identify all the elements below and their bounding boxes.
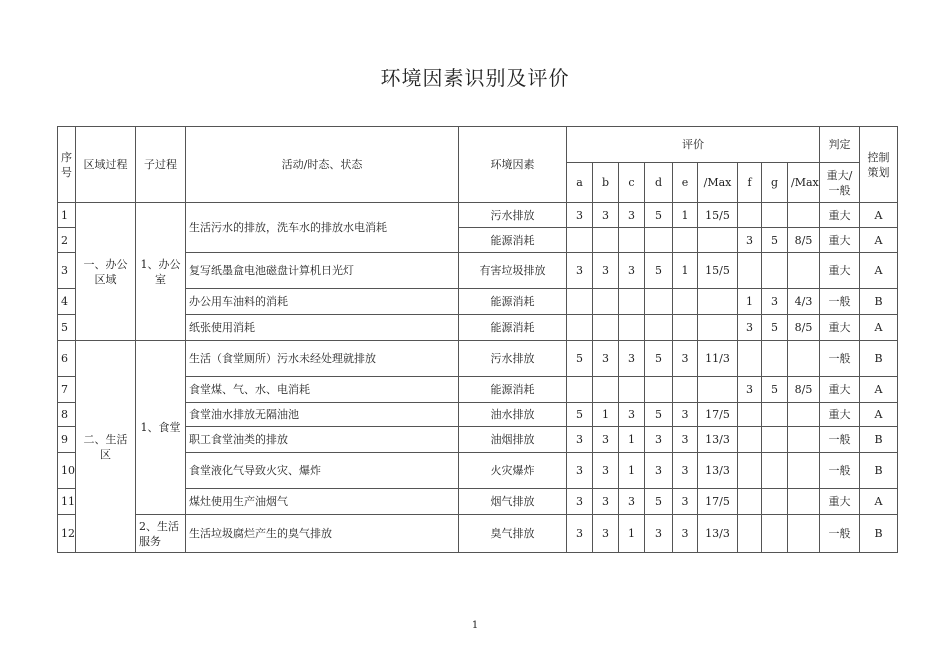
row-11-no: 11 <box>58 489 76 515</box>
row-12-g <box>762 515 788 553</box>
row-12-max-1: 13/3 <box>698 515 738 553</box>
row-5-g: 5 <box>762 315 788 341</box>
row-9-e: 3 <box>673 427 698 453</box>
row-10-c: 1 <box>619 453 645 489</box>
row-3-factor: 有害垃圾排放 <box>459 253 567 289</box>
row-6-c: 3 <box>619 341 645 377</box>
row-10-factor: 火灾爆炸 <box>459 453 567 489</box>
row-5-judgement: 重大 <box>820 315 860 341</box>
row-10-no: 10 <box>58 453 76 489</box>
header-c: c <box>619 163 645 203</box>
row-7-judgement: 重大 <box>820 377 860 403</box>
row-10-judgement: 一般 <box>820 453 860 489</box>
row-8-judgement: 重大 <box>820 403 860 427</box>
row-4-activity: 办公用车油料的消耗 <box>186 289 459 315</box>
row-9-f <box>738 427 762 453</box>
row-2-control: A <box>860 228 898 253</box>
row-1-d: 5 <box>645 203 673 228</box>
row-10-d: 3 <box>645 453 673 489</box>
row-3-max-2 <box>788 253 820 289</box>
row-2-d <box>645 228 673 253</box>
row-12-b: 3 <box>593 515 619 553</box>
row-1-factor: 污水排放 <box>459 203 567 228</box>
row-4-d <box>645 289 673 315</box>
header-subprocess: 子过程 <box>136 127 186 203</box>
row-3-d: 5 <box>645 253 673 289</box>
row-6-factor: 污水排放 <box>459 341 567 377</box>
row-12-activity: 生活垃圾腐烂产生的臭气排放 <box>186 515 459 553</box>
row-8-b: 1 <box>593 403 619 427</box>
row-6-control: B <box>860 341 898 377</box>
header-activity: 活动/时态、状态 <box>186 127 459 203</box>
row-3-g <box>762 253 788 289</box>
row-3-f <box>738 253 762 289</box>
row-5-activity: 纸张使用消耗 <box>186 315 459 341</box>
row-7-g: 5 <box>762 377 788 403</box>
header-max-2: /Max <box>788 163 820 203</box>
row-5-b <box>593 315 619 341</box>
row-6-max-2 <box>788 341 820 377</box>
row-11-control: A <box>860 489 898 515</box>
row-4-c <box>619 289 645 315</box>
row-6-activity: 生活（食堂厕所）污水未经处理就排放 <box>186 341 459 377</box>
row-9-no: 9 <box>58 427 76 453</box>
row-3-control: A <box>860 253 898 289</box>
header-judgement: 判定 <box>820 127 860 163</box>
row-7-control: A <box>860 377 898 403</box>
row-11-a: 3 <box>567 489 593 515</box>
header-max-1: /Max <box>698 163 738 203</box>
row-2-f: 3 <box>738 228 762 253</box>
area-living: 二、生活区 <box>76 341 136 553</box>
subprocess-canteen: 1、食堂 <box>136 341 186 515</box>
row-2-no: 2 <box>58 228 76 253</box>
row-10-b: 3 <box>593 453 619 489</box>
row-9-a: 3 <box>567 427 593 453</box>
row-5-c <box>619 315 645 341</box>
header-judgement-sub: 重大/一般 <box>820 163 860 203</box>
row-2-g: 5 <box>762 228 788 253</box>
row-5-control: A <box>860 315 898 341</box>
row-11-c: 3 <box>619 489 645 515</box>
row-4-e <box>673 289 698 315</box>
row-10-a: 3 <box>567 453 593 489</box>
row-2-b <box>593 228 619 253</box>
environmental-factor-table <box>57 126 898 553</box>
row-7-max-1 <box>698 377 738 403</box>
row-2-max-1 <box>698 228 738 253</box>
row-1-no: 1 <box>58 203 76 228</box>
row-12-factor: 臭气排放 <box>459 515 567 553</box>
row-7-f: 3 <box>738 377 762 403</box>
row-6-max-1: 11/3 <box>698 341 738 377</box>
row-6-b: 3 <box>593 341 619 377</box>
row-3-judgement: 重大 <box>820 253 860 289</box>
row-8-e: 3 <box>673 403 698 427</box>
row-5-factor: 能源消耗 <box>459 315 567 341</box>
row-10-control: B <box>860 453 898 489</box>
row-11-activity: 煤灶使用生产油烟气 <box>186 489 459 515</box>
row-8-max-1: 17/5 <box>698 403 738 427</box>
area-office: 一、办公区域 <box>76 203 136 341</box>
row-12-a: 3 <box>567 515 593 553</box>
row-9-activity: 职工食堂油类的排放 <box>186 427 459 453</box>
row-12-max-2 <box>788 515 820 553</box>
row-7-activity: 食堂煤、气、水、电消耗 <box>186 377 459 403</box>
row-4-max-2: 4/3 <box>788 289 820 315</box>
row-1-max-1: 15/5 <box>698 203 738 228</box>
row-9-max-2 <box>788 427 820 453</box>
subprocess-service: 2、生活服务 <box>136 515 186 553</box>
row-11-b: 3 <box>593 489 619 515</box>
row-12-d: 3 <box>645 515 673 553</box>
row-7-d <box>645 377 673 403</box>
header-b: b <box>593 163 619 203</box>
row-2-max-2: 8/5 <box>788 228 820 253</box>
row-8-activity: 食堂油水排放无隔油池 <box>186 403 459 427</box>
row-7-factor: 能源消耗 <box>459 377 567 403</box>
row-6-judgement: 一般 <box>820 341 860 377</box>
row-1-a: 3 <box>567 203 593 228</box>
row-1-f <box>738 203 762 228</box>
row-7-a <box>567 377 593 403</box>
row-1-c: 3 <box>619 203 645 228</box>
header-control: 控制策划 <box>860 127 898 203</box>
row-12-e: 3 <box>673 515 698 553</box>
row-8-c: 3 <box>619 403 645 427</box>
header-d: d <box>645 163 673 203</box>
row-9-judgement: 一般 <box>820 427 860 453</box>
row-4-factor: 能源消耗 <box>459 289 567 315</box>
row-1-g <box>762 203 788 228</box>
row-3-e: 1 <box>673 253 698 289</box>
row-10-activity: 食堂液化气导致火灾、爆炸 <box>186 453 459 489</box>
header-evaluation: 评价 <box>567 127 820 163</box>
row-1-b: 3 <box>593 203 619 228</box>
row-4-a <box>567 289 593 315</box>
row-11-d: 5 <box>645 489 673 515</box>
row-12-judgement: 一般 <box>820 515 860 553</box>
row-9-max-1: 13/3 <box>698 427 738 453</box>
row-10-e: 3 <box>673 453 698 489</box>
header-seq: 序号 <box>58 127 76 203</box>
row-11-f <box>738 489 762 515</box>
row-10-max-1: 13/3 <box>698 453 738 489</box>
row-2-c <box>619 228 645 253</box>
row-3-max-1: 15/5 <box>698 253 738 289</box>
row-2-judgement: 重大 <box>820 228 860 253</box>
row-3-a: 3 <box>567 253 593 289</box>
row-5-max-1 <box>698 315 738 341</box>
row-12-f <box>738 515 762 553</box>
row-5-d <box>645 315 673 341</box>
row-3-no: 3 <box>58 253 76 289</box>
row-6-a: 5 <box>567 341 593 377</box>
row-8-g <box>762 403 788 427</box>
row-9-b: 3 <box>593 427 619 453</box>
subprocess-office: 1、办公室 <box>136 203 186 341</box>
row-7-c <box>619 377 645 403</box>
row-11-max-2 <box>788 489 820 515</box>
header-a: a <box>567 163 593 203</box>
row-1-e: 1 <box>673 203 698 228</box>
document-title: 环境因素识别及评价 <box>380 66 570 90</box>
header-factor: 环境因素 <box>459 127 567 203</box>
row-3-c: 3 <box>619 253 645 289</box>
row-7-b <box>593 377 619 403</box>
row-8-a: 5 <box>567 403 593 427</box>
page-number: 1 <box>471 620 479 631</box>
row-1-max-2 <box>788 203 820 228</box>
row-6-no: 6 <box>58 341 76 377</box>
row-12-no: 12 <box>58 515 76 553</box>
row-4-no: 4 <box>58 289 76 315</box>
row-11-g <box>762 489 788 515</box>
row-3-activity: 复写纸墨盒电池磁盘计算机日光灯 <box>186 253 459 289</box>
row-10-max-2 <box>788 453 820 489</box>
row-8-f <box>738 403 762 427</box>
row-9-control: B <box>860 427 898 453</box>
row-8-control: A <box>860 403 898 427</box>
row-6-f <box>738 341 762 377</box>
row-7-no: 7 <box>58 377 76 403</box>
row-6-e: 3 <box>673 341 698 377</box>
row-1-judgement: 重大 <box>820 203 860 228</box>
row-8-factor: 油水排放 <box>459 403 567 427</box>
row-4-control: B <box>860 289 898 315</box>
row-11-judgement: 重大 <box>820 489 860 515</box>
row-4-g: 3 <box>762 289 788 315</box>
row-4-f: 1 <box>738 289 762 315</box>
row-3-b: 3 <box>593 253 619 289</box>
row-10-g <box>762 453 788 489</box>
header-g: g <box>762 163 788 203</box>
row-9-factor: 油烟排放 <box>459 427 567 453</box>
row-6-d: 5 <box>645 341 673 377</box>
row-7-e <box>673 377 698 403</box>
row-9-g <box>762 427 788 453</box>
row-1-activity: 生活污水的排放，洗车水的排放水电消耗 <box>186 203 459 253</box>
row-5-e <box>673 315 698 341</box>
row-7-max-2: 8/5 <box>788 377 820 403</box>
row-5-a <box>567 315 593 341</box>
row-9-c: 1 <box>619 427 645 453</box>
row-8-d: 5 <box>645 403 673 427</box>
row-5-max-2: 8/5 <box>788 315 820 341</box>
row-8-no: 8 <box>58 403 76 427</box>
row-2-a <box>567 228 593 253</box>
row-10-f <box>738 453 762 489</box>
row-4-max-1 <box>698 289 738 315</box>
row-2-factor: 能源消耗 <box>459 228 567 253</box>
row-1-control: A <box>860 203 898 228</box>
row-9-d: 3 <box>645 427 673 453</box>
row-2-e <box>673 228 698 253</box>
row-4-judgement: 一般 <box>820 289 860 315</box>
row-12-control: B <box>860 515 898 553</box>
row-11-factor: 烟气排放 <box>459 489 567 515</box>
row-5-f: 3 <box>738 315 762 341</box>
row-12-c: 1 <box>619 515 645 553</box>
row-8-max-2 <box>788 403 820 427</box>
row-11-max-1: 17/5 <box>698 489 738 515</box>
header-e: e <box>673 163 698 203</box>
row-5-no: 5 <box>58 315 76 341</box>
row-4-b <box>593 289 619 315</box>
row-6-g <box>762 341 788 377</box>
header-area: 区域过程 <box>76 127 136 203</box>
row-11-e: 3 <box>673 489 698 515</box>
header-f: f <box>738 163 762 203</box>
